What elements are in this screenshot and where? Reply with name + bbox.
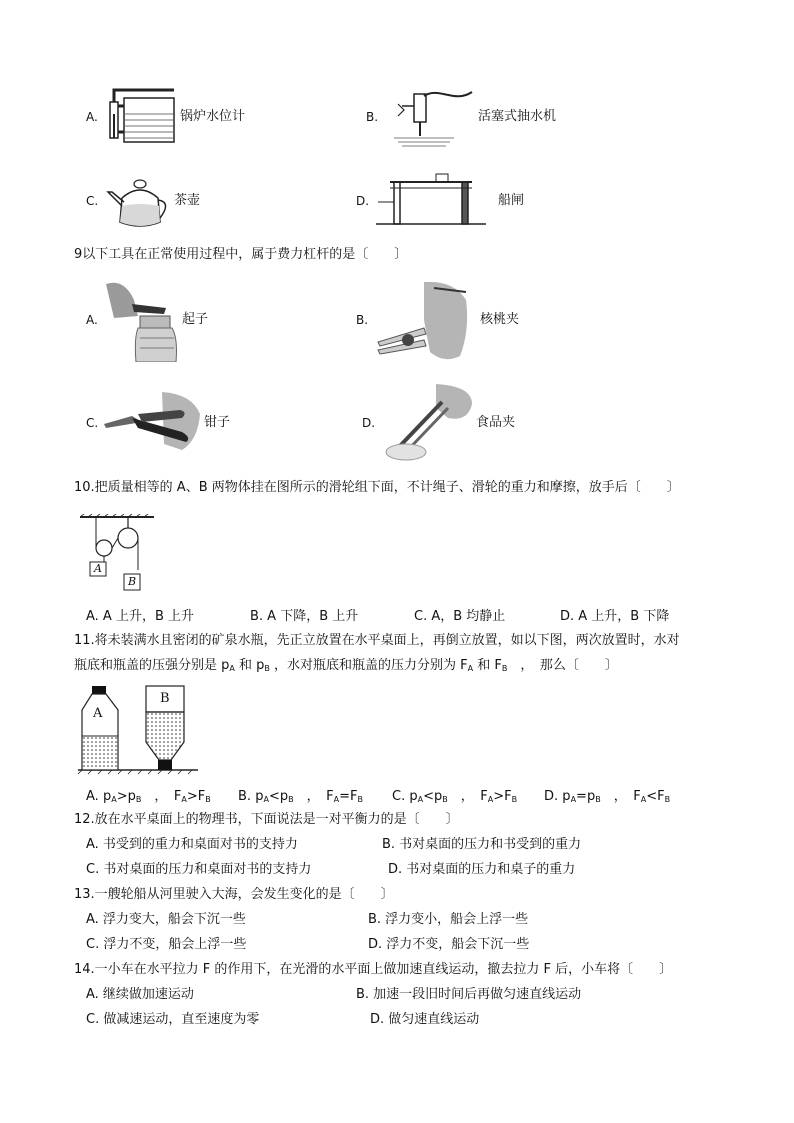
bottles-figure bbox=[78, 684, 198, 776]
q12-option-c: C. 书对桌面的压力和桌面对书的支持力 bbox=[86, 862, 312, 877]
p-symbol: p bbox=[279, 789, 289, 804]
q9-option-a-text: 起子 bbox=[182, 312, 209, 327]
q8-option-b-letter: B. bbox=[366, 110, 379, 124]
q11-option-a: A. $p_A>p_B$ ， $F_A>F_B$ bbox=[86, 789, 211, 804]
f-symbol: F bbox=[480, 789, 488, 804]
subscript-b: B bbox=[442, 795, 448, 804]
q14-option-d: D. 做匀速直线运动 bbox=[370, 1012, 480, 1027]
subscript-b: B bbox=[595, 795, 601, 804]
subscript-b: B bbox=[664, 795, 671, 804]
q10-option-b: B. A 下降，B 上升 bbox=[250, 609, 359, 624]
ship-lock-image bbox=[376, 172, 486, 230]
q10-stem: 10.把质量相等的 A、B 两物体挂在图所示的滑轮组下面，不计绳子、滑轮的重力和摩擦，放手后〔 〕 bbox=[74, 480, 680, 495]
f-symbol: F bbox=[197, 789, 206, 804]
q11-stem-line2 bbox=[74, 657, 618, 678]
q8-option-d-text: 船闸 bbox=[498, 193, 525, 208]
q11-stem-part: ，水对瓶底和瓶盖的压力分别为 F bbox=[269, 658, 468, 673]
bottle-label-a: A bbox=[93, 706, 103, 721]
subscript-a: A bbox=[111, 795, 117, 804]
pulley-system-figure bbox=[78, 514, 158, 594]
relation: > bbox=[186, 789, 198, 804]
p-symbol: p bbox=[586, 789, 596, 804]
pliers-image bbox=[102, 390, 202, 456]
subscript-b: B bbox=[264, 664, 270, 673]
q11-option-d: D. $p_A=p_B$ ， $F_A<F_B$ bbox=[544, 789, 671, 804]
p-symbol: p bbox=[409, 789, 418, 804]
q9-option-b-letter: B. bbox=[356, 313, 369, 327]
relation: < bbox=[423, 789, 435, 804]
relation: < bbox=[646, 789, 658, 804]
q13-option-c: C. 浮力不变，船会上浮一些 bbox=[86, 937, 247, 952]
q12-stem: 12.放在水平桌面上的物理书，下面说法是一对平衡力的是〔 〕 bbox=[74, 812, 459, 827]
q14-stem: 14.一小车在水平拉力 F 的作用下，在光滑的水平面上做加速直线运动，撤去拉力 F 后，小车将〔 〕 bbox=[74, 962, 673, 977]
f-symbol: F bbox=[350, 789, 358, 804]
subscript-a: A bbox=[570, 795, 577, 804]
pulley-label-b: B bbox=[128, 575, 137, 588]
q8-option-b-text: 活塞式抽水机 bbox=[478, 109, 557, 124]
option-letter: A. bbox=[86, 789, 99, 804]
q12-option-a: A. 书受到的重力和桌面对书的支持力 bbox=[86, 837, 298, 852]
subscript-a: A bbox=[487, 795, 494, 804]
f-symbol: F bbox=[504, 789, 512, 804]
q12-option-d: D. 书对桌面的压力和桌子的重力 bbox=[388, 862, 576, 877]
subscript-b: B bbox=[135, 795, 142, 804]
subscript-a: A bbox=[181, 795, 187, 804]
q13-stem: 13.一艘轮船从河里驶入大海，会发生变化的是〔 〕 bbox=[74, 887, 394, 902]
p-symbol: p bbox=[562, 789, 571, 804]
subscript-b: B bbox=[288, 795, 294, 804]
subscript-b: B bbox=[357, 795, 363, 804]
pulley-label-a: A bbox=[94, 562, 102, 575]
q8-option-a-text: 锅炉水位计 bbox=[180, 109, 246, 124]
q8-option-d-letter: D. bbox=[356, 194, 370, 208]
q9-option-b-text: 核桃夹 bbox=[480, 312, 520, 327]
p-symbol: p bbox=[127, 789, 136, 804]
q9-option-c-text: 钳子 bbox=[204, 415, 231, 430]
subscript-a: A bbox=[333, 795, 340, 804]
subscript-b: B bbox=[501, 664, 508, 673]
f-symbol: F bbox=[633, 789, 641, 804]
q10-option-d: D. A 上升，B 下降 bbox=[560, 609, 670, 624]
q14-option-b: B. 加速一段旧时间后再做匀速直线运动 bbox=[356, 987, 582, 1002]
q14-option-a: A. 继续做加速运动 bbox=[86, 987, 194, 1002]
nutcracker-image bbox=[374, 280, 474, 364]
p-symbol: p bbox=[255, 789, 264, 804]
q9-option-d-letter: D. bbox=[362, 416, 376, 430]
subscript-a: A bbox=[417, 795, 424, 804]
q11-stem-part: 和 p bbox=[234, 658, 265, 673]
q8-option-c-text: 茶壶 bbox=[174, 193, 201, 208]
q13-option-a: A. 浮力变大，船会下沉一些 bbox=[86, 912, 246, 927]
q11-stem-part: ， 那么〔 〕 bbox=[507, 658, 618, 673]
q11-stem-part: 和 F bbox=[473, 658, 502, 673]
food-tongs-image bbox=[382, 382, 474, 464]
q9-stem: 9以下工具在正常使用过程中，属于费力杠杆的是〔 〕 bbox=[74, 247, 408, 262]
subscript-a: A bbox=[640, 795, 647, 804]
piston-pump-image bbox=[384, 84, 474, 150]
q8-option-c-letter: C. bbox=[86, 194, 99, 208]
q9-option-c-letter: C. bbox=[86, 416, 99, 430]
subscript-b: B bbox=[205, 795, 211, 804]
q11-option-c: C. $p_A<p_B$ ， $F_A>F_B$ bbox=[392, 789, 518, 804]
relation: = bbox=[576, 789, 587, 804]
option-letter: D. bbox=[544, 789, 559, 804]
bottle-label-b: B bbox=[160, 691, 170, 706]
f-symbol: F bbox=[657, 789, 665, 804]
subscript-b: B bbox=[511, 795, 518, 804]
q11-stem-line1: 11.将未装满水且密闭的矿泉水瓶，先正立放置在水平桌面上，再倒立放置，如以下图，两次放置时，水对 bbox=[74, 633, 680, 648]
option-letter: C. bbox=[392, 789, 406, 804]
relation: > bbox=[493, 789, 505, 804]
q13-option-b: B. 浮力变小，船会上浮一些 bbox=[368, 912, 529, 927]
relation: < bbox=[268, 789, 280, 804]
q13-option-d: D. 浮力不变，船会下沉一些 bbox=[368, 937, 530, 952]
q11-option-b: B. $p_A<p_B$ ， $F_A=F_B$ bbox=[238, 789, 363, 804]
option-letter: B. bbox=[238, 789, 252, 804]
q9-option-a-letter: A. bbox=[86, 313, 98, 327]
f-symbol: F bbox=[326, 789, 334, 804]
boiler-water-gauge-image bbox=[104, 84, 176, 146]
p-symbol: p bbox=[434, 789, 443, 804]
subscript-a: A bbox=[229, 664, 235, 673]
q11-stem-part: 瓶底和瓶盖的压强分别是 p bbox=[74, 658, 230, 673]
teapot-image bbox=[104, 172, 176, 232]
q14-option-c: C. 做减速运动，直至速度为零 bbox=[86, 1012, 260, 1027]
q8-option-a-letter: A. bbox=[86, 110, 98, 124]
bottle-opener-image bbox=[104, 278, 180, 362]
q9-option-d-text: 食品夹 bbox=[476, 415, 516, 430]
subscript-a: A bbox=[467, 664, 474, 673]
q10-option-c: C. A，B 均静止 bbox=[414, 609, 506, 624]
relation: = bbox=[339, 789, 351, 804]
f-symbol: F bbox=[173, 789, 182, 804]
q10-option-a: A. A 上升，B 上升 bbox=[86, 609, 195, 624]
p-symbol: p bbox=[102, 789, 112, 804]
relation: > bbox=[116, 789, 128, 804]
q12-option-b: B. 书对桌面的压力和书受到的重力 bbox=[382, 837, 582, 852]
subscript-a: A bbox=[263, 795, 269, 804]
